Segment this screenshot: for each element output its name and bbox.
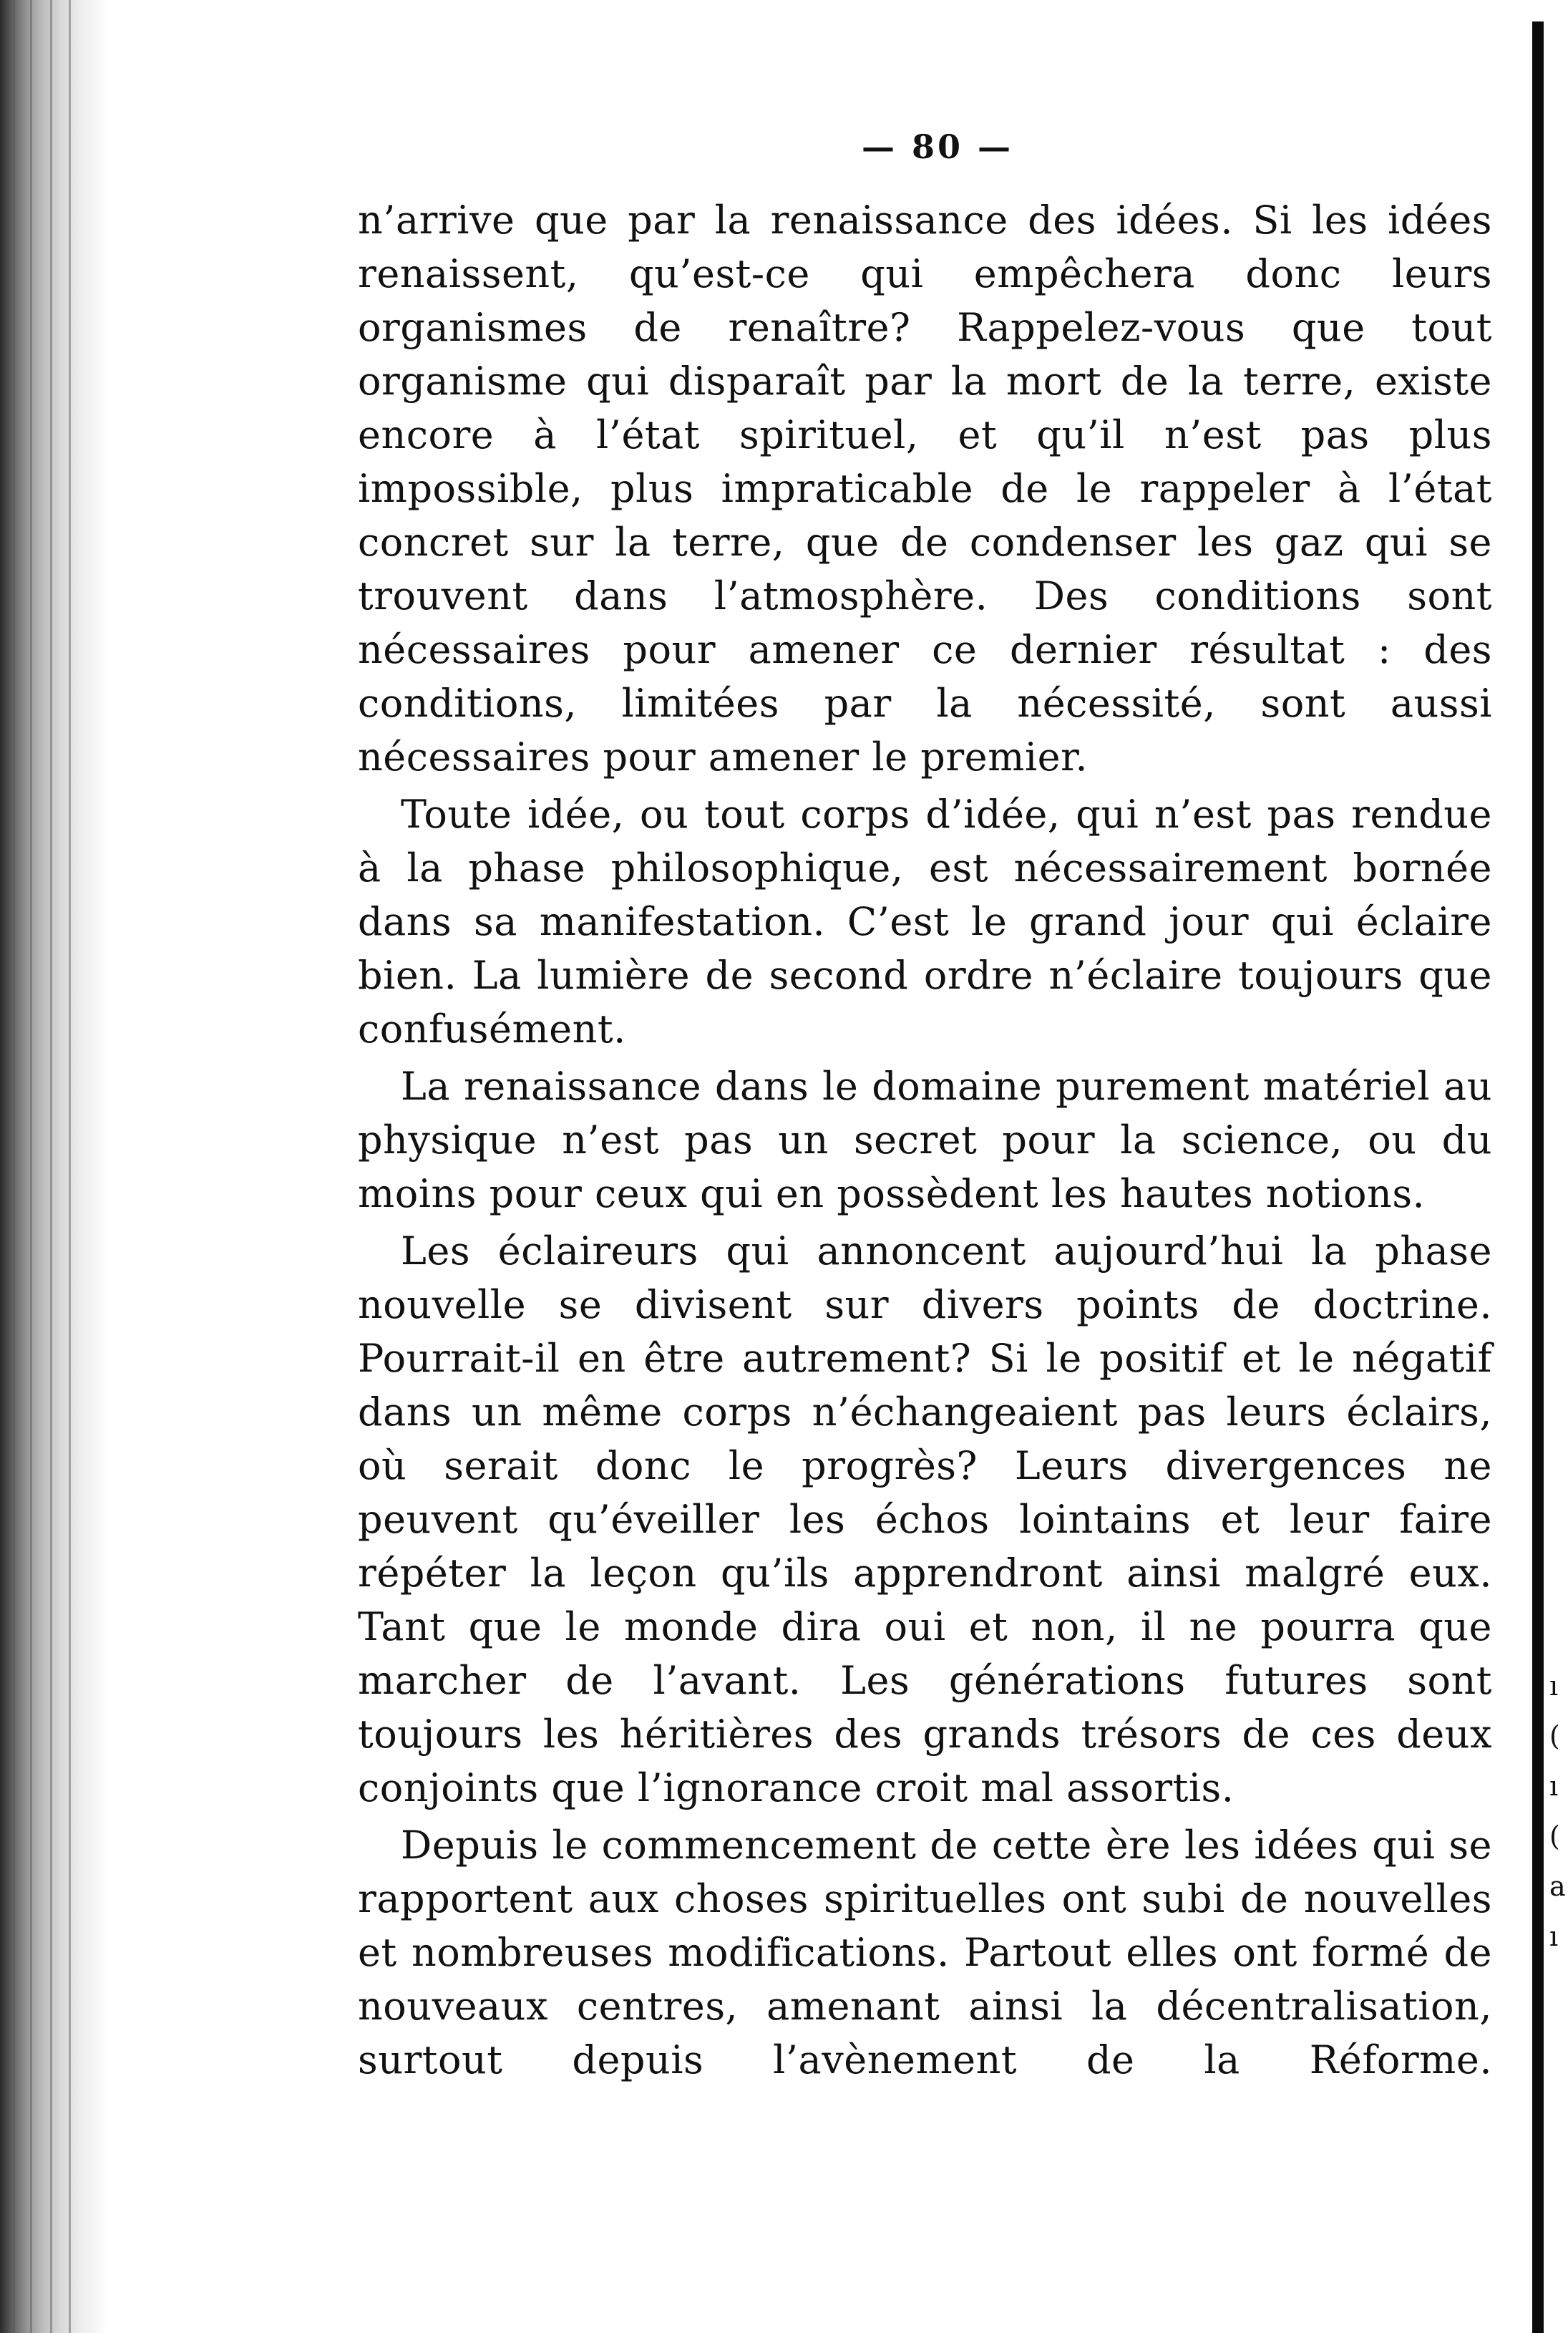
next-page-bleed-glyphs (1549, 1661, 1565, 1961)
bleed-glyph: ı (1549, 1770, 1559, 1802)
gutter-line (50, 0, 52, 2333)
bleed-glyph: ı (1549, 1670, 1559, 1702)
bleed-glyph: ( (1549, 1820, 1560, 1852)
bleed-glyph: ı (1549, 1921, 1559, 1952)
page-edge-border (1532, 21, 1544, 2333)
paragraph: n’arrive que par la renaissance des idées. Si les idées renaissent, qu’est-ce qui empêchera donc leurs organismes de renaître? Rappelez-vous que tout organisme qui disparaît par la mort de la terre, existe encore à l’état spirituel, et qu’il n’est pas plus impossible, plus impraticable de le rappeler à l’état concret sur la terre, que de condenser les gaz qui se trouvent dans l’atmosphère. Des conditions sont nécessaires pour amener ce dernier résultat : des conditions, limitées par la nécessité, sont aussi nécessaires pour amener le premier. (358, 198, 1492, 780)
gutter-line (30, 0, 32, 2333)
bleed-glyph: ( (1549, 1720, 1560, 1752)
page-body-text (358, 193, 1492, 2087)
right-page-edge (1512, 0, 1568, 2333)
paragraph: Les éclaireurs qui annoncent aujourd’hui la phase nouvelle se divisent sur divers points de doctrine. Pourrait-il en être autrement? Si le positif et le négatif dans un même corps n’échangeaient pas leurs éclairs, où serait donc le progrès? Leurs divergences ne peuvent qu’éveiller les échos lointains et leur faire répéter la leçon qu’ils apprendront ainsi malgré eux. Tant que le monde dira oui et non, il ne pourra que marcher de l’avant. Les générations futures sont toujours les héritières des grands trésors de ces deux conjoints que l’ignorance croit mal assortis. (358, 1228, 1492, 1810)
paragraph: La renaissance dans le domaine purement matériel au physique n’est pas un secret pour la science, ou du moins pour ceux qui en possèdent les hautes notions. (358, 1064, 1492, 1216)
bleed-glyph: a (1549, 1871, 1566, 1902)
paragraph: Toute idée, ou tout corps d’idée, qui n’est pas rendue à la phase philosophique, est nécessairement bornée dans sa manifestation. C’est le grand jour qui éclaire bien. La lumière de second ordre n’éclaire toujours que confusément. (358, 792, 1492, 1052)
gutter-line (13, 0, 15, 2333)
page-number: — 80 — (861, 127, 1014, 166)
gutter-line (69, 0, 71, 2333)
book-binding-gutter (0, 0, 107, 2333)
paragraph: Depuis le commencement de cette ère les idées qui se rapportent aux choses spirituelles ont subi de nouvelles et nombreuses modifications. Partout elles ont formé de nouveaux centres, amenant ainsi la décentralisation, surtout depuis l’avènement de la Réforme. (358, 1823, 1492, 2082)
